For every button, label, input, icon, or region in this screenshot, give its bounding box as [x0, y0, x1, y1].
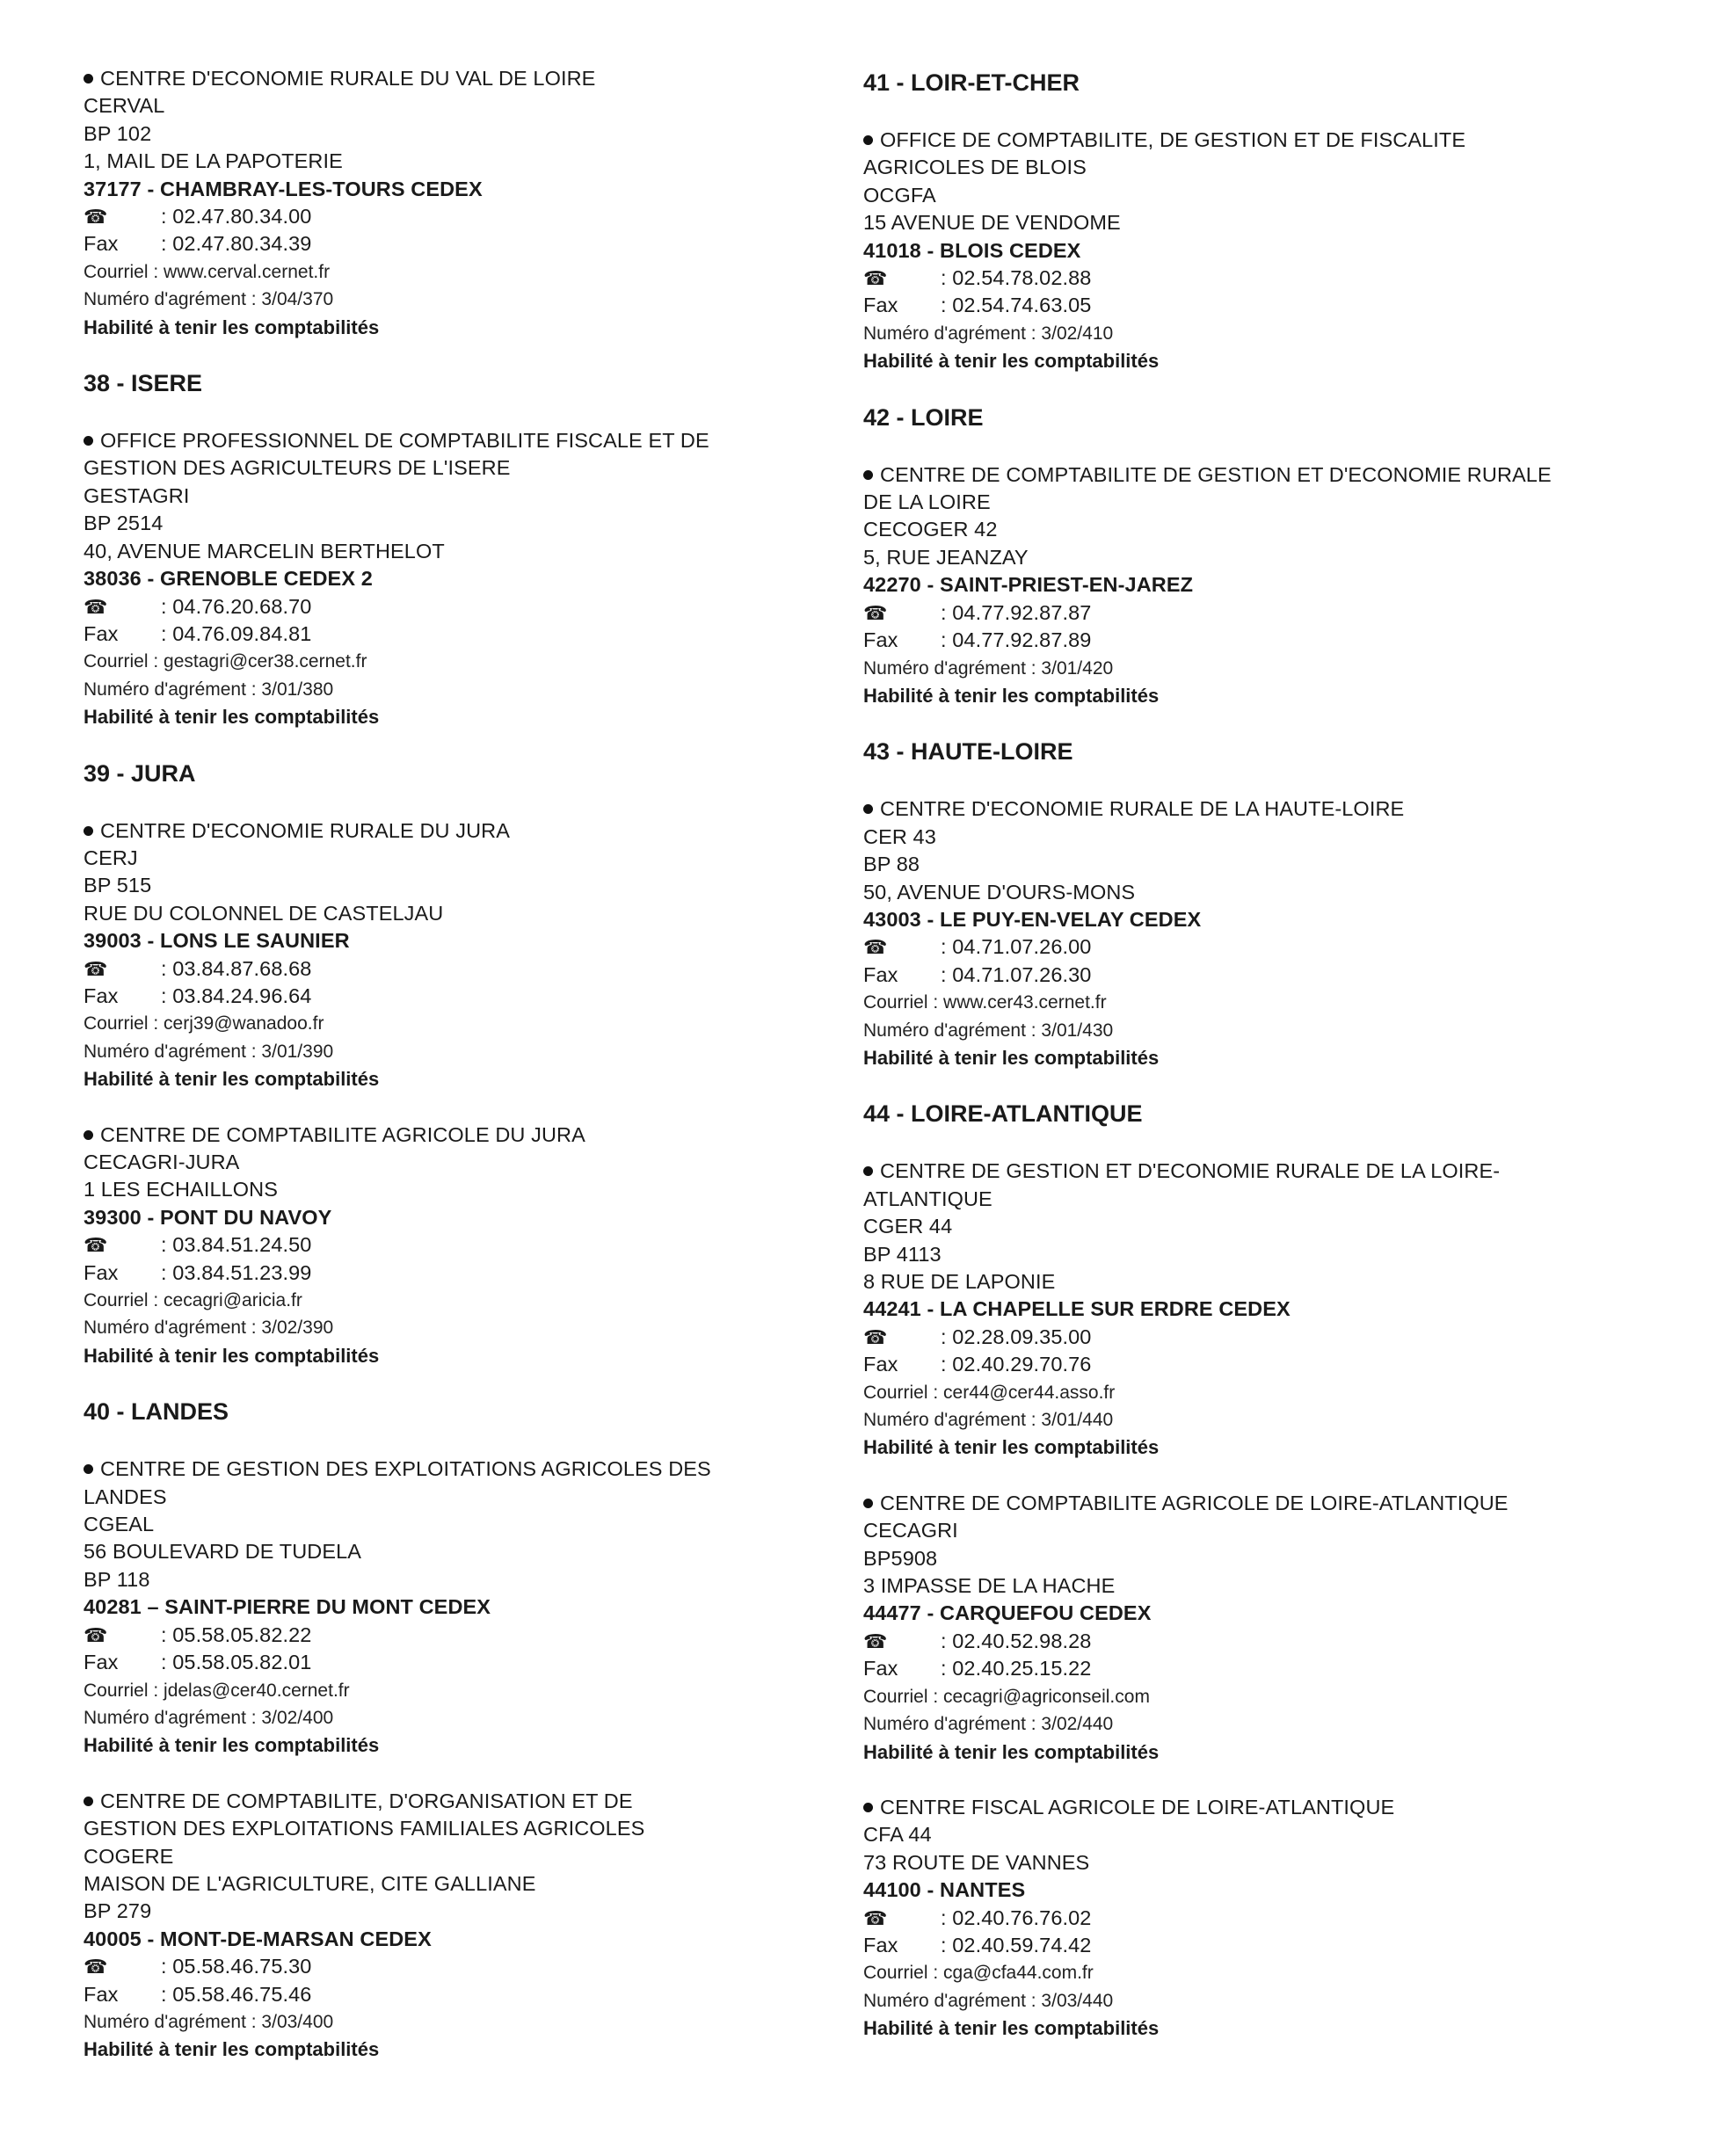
- address-line: 5, RUE JEANZAY: [863, 545, 1029, 569]
- fax-label: Fax: [863, 294, 898, 317]
- fax-line: [863, 1655, 1628, 1682]
- postal-city: 40005 - MONT-DE-MARSAN CEDEX: [84, 1927, 432, 1950]
- fax-number: : 03.84.51.23.99: [161, 1260, 312, 1284]
- address-line: 1 LES ECHAILLONS: [84, 1178, 279, 1201]
- habilitation-note: Habilité à tenir les comptabilités: [863, 2017, 1160, 2040]
- phone-number: : 05.58.05.82.22: [161, 1622, 312, 1646]
- fax-label: Fax: [84, 1260, 119, 1284]
- address-line: BP 88: [863, 853, 920, 876]
- department-heading: 38 - ISERE: [84, 370, 203, 397]
- agrement-number: Numéro d'agrément : 3/03/400: [84, 2011, 334, 2032]
- bullet-icon: [84, 436, 93, 446]
- phone-line: [84, 203, 831, 230]
- fax-line: [84, 621, 831, 648]
- address-line: 50, AVENUE D'OURS-MONS: [863, 880, 1136, 904]
- address-line: BP 4113: [863, 1242, 942, 1266]
- fax-label: Fax: [84, 1982, 119, 2006]
- address-line: BP 102: [84, 121, 152, 145]
- fax-number: : 03.84.24.96.64: [161, 984, 312, 1007]
- phone-line: [863, 1324, 1628, 1351]
- address-line: 15 AVENUE DE VENDOME: [863, 211, 1121, 235]
- agrement-number: Numéro d'agrément : 3/01/380: [84, 679, 334, 700]
- address-line: 3 IMPASSE DE LA HACHE: [863, 1574, 1116, 1598]
- phone-line: [84, 1622, 831, 1649]
- fax-label: Fax: [863, 1657, 898, 1681]
- fax-line: [84, 1649, 831, 1676]
- phone-icon: ☎: [84, 957, 108, 980]
- postal-city: 40281 – SAINT-PIERRE DU MONT CEDEX: [84, 1595, 491, 1619]
- postal-city: 39300 - PONT DU NAVOY: [84, 1205, 332, 1229]
- habilitation-note: Habilité à tenir les comptabilités: [84, 2038, 380, 2061]
- address-line: CERJ: [84, 846, 138, 869]
- organization-name: [84, 427, 716, 483]
- fax-label: Fax: [863, 1933, 898, 1956]
- organization-name-text: CENTRE D'ECONOMIE RURALE DU JURA: [100, 818, 510, 842]
- postal-city: 44241 - LA CHAPELLE SUR ERDRE CEDEX: [863, 1297, 1291, 1321]
- postal-city: 39003 - LONS LE SAUNIER: [84, 929, 350, 953]
- email-line: Courriel : cecagri@agriconseil.com: [863, 1686, 1150, 1707]
- organization-name-text: CENTRE DE GESTION DES EXPLOITATIONS AGRICOLES DES LANDES: [84, 1457, 711, 1508]
- email-line: Courriel : www.cerval.cernet.fr: [84, 261, 331, 282]
- address-line: MAISON DE L'AGRICULTURE, CITE GALLIANE: [84, 1871, 536, 1895]
- organization-name-text: OFFICE PROFESSIONNEL DE COMPTABILITE FISCALE ET DE GESTION DES AGRICULTEURS DE L'ISERE: [84, 429, 709, 480]
- fax-number: : 02.40.25.15.22: [941, 1657, 1092, 1681]
- organization-name-text: CENTRE DE COMPTABILITE AGRICOLE DU JURA: [100, 1122, 585, 1146]
- bullet-icon: [84, 1797, 93, 1806]
- address-line: CGER 44: [863, 1215, 953, 1238]
- organization-entry: [84, 1122, 831, 1370]
- phone-icon: ☎: [84, 1956, 108, 1978]
- fax-line: [863, 962, 1628, 989]
- address-line: CERVAL: [84, 94, 165, 118]
- agrement-number: Numéro d'agrément : 3/03/440: [863, 1990, 1114, 2011]
- email-line: Courriel : cga@cfa44.com.fr: [863, 1963, 1094, 1984]
- bullet-icon: [84, 1464, 93, 1474]
- fax-label: Fax: [84, 984, 119, 1007]
- organization-name: [863, 127, 1558, 182]
- organization-name: [84, 1122, 716, 1149]
- agrement-number: Numéro d'agrément : 3/01/420: [863, 657, 1114, 679]
- department-heading: 42 - LOIRE: [863, 403, 984, 431]
- address-line: COGERE: [84, 1844, 174, 1868]
- organization-name: [863, 795, 1558, 823]
- habilitation-note: Habilité à tenir les comptabilités: [863, 1740, 1160, 1763]
- postal-city: 44100 - NANTES: [863, 1878, 1026, 1902]
- agrement-number: Numéro d'agrément : 3/01/440: [863, 1410, 1114, 1431]
- habilitation-note: Habilité à tenir les comptabilités: [84, 706, 380, 729]
- fax-label: Fax: [863, 628, 898, 652]
- address-line: CGEAL: [84, 1513, 155, 1536]
- phone-icon: ☎: [863, 1325, 888, 1348]
- bullet-icon: [863, 1803, 873, 1812]
- address-line: 8 RUE DE LAPONIE: [863, 1270, 1056, 1293]
- organization-name-text: CENTRE D'ECONOMIE RURALE DU VAL DE LOIRE: [100, 67, 596, 90]
- phone-icon: ☎: [84, 1234, 108, 1257]
- habilitation-note: Habilité à tenir les comptabilités: [84, 1068, 380, 1091]
- fax-label: Fax: [84, 232, 119, 256]
- phone-icon: ☎: [863, 267, 888, 290]
- organization-entry: [863, 127, 1628, 375]
- phone-icon: ☎: [863, 1906, 888, 1929]
- phone-number: : 02.54.78.02.88: [941, 266, 1092, 290]
- organization-name: [863, 461, 1558, 517]
- organization-entry: [863, 1490, 1628, 1766]
- phone-line: [863, 1905, 1628, 1932]
- organization-name-text: OFFICE DE COMPTABILITE, DE GESTION ET DE FISCALITE AGRICOLES DE BLOIS: [863, 128, 1466, 179]
- department-heading: 39 - JURA: [84, 759, 196, 787]
- organization-entry: [863, 1794, 1628, 2043]
- organization-entry: [84, 1788, 831, 2064]
- organization-entry: [863, 795, 1628, 1071]
- organization-name: [863, 1794, 1558, 1821]
- agrement-number: Numéro d'agrément : 3/02/440: [863, 1714, 1114, 1735]
- fax-label: Fax: [863, 1353, 898, 1376]
- phone-line: [863, 1628, 1628, 1655]
- address-line: CER 43: [863, 824, 936, 848]
- fax-number: : 05.58.05.82.01: [161, 1651, 312, 1674]
- fax-number: : 02.47.80.34.39: [161, 232, 312, 256]
- postal-city: 38036 - GRENOBLE CEDEX 2: [84, 567, 373, 591]
- organization-name-text: CENTRE DE COMPTABILITE, D'ORGANISATION ET DE GESTION DES EXPLOITATIONS FAMILIALES AGRICOLES: [84, 1789, 645, 1840]
- phone-icon: ☎: [84, 595, 108, 618]
- fax-number: : 04.76.09.84.81: [161, 621, 312, 645]
- habilitation-note: Habilité à tenir les comptabilités: [84, 316, 380, 338]
- email-line: Courriel : cer44@cer44.asso.fr: [863, 1382, 1116, 1403]
- phone-line: [84, 955, 831, 983]
- address-line: 73 ROUTE DE VANNES: [863, 1850, 1090, 1874]
- fax-line: [84, 1981, 831, 2008]
- fax-line: [863, 1351, 1628, 1378]
- address-line: BP 515: [84, 874, 152, 897]
- bullet-icon: [863, 804, 873, 814]
- fax-number: : 04.71.07.26.30: [941, 962, 1092, 986]
- email-line: Courriel : www.cer43.cernet.fr: [863, 992, 1107, 1013]
- agrement-number: Numéro d'agrément : 3/02/390: [84, 1318, 334, 1339]
- habilitation-note: Habilité à tenir les comptabilités: [863, 1436, 1160, 1459]
- email-line: Courriel : gestagri@cer38.cernet.fr: [84, 651, 367, 672]
- address-line: 1, MAIL DE LA PAPOTERIE: [84, 149, 343, 173]
- email-line: Courriel : cerj39@wanadoo.fr: [84, 1013, 324, 1034]
- postal-city: 41018 - BLOIS CEDEX: [863, 238, 1081, 262]
- address-line: CECAGRI: [863, 1519, 958, 1543]
- phone-line: [863, 933, 1628, 961]
- agrement-number: Numéro d'agrément : 3/02/400: [84, 1707, 334, 1728]
- phone-number: : 04.76.20.68.70: [161, 594, 312, 618]
- organization-entry: [84, 65, 831, 341]
- phone-number: : 02.40.76.76.02: [941, 1906, 1092, 1929]
- habilitation-note: Habilité à tenir les comptabilités: [863, 684, 1160, 707]
- phone-number: : 03.84.87.68.68: [161, 956, 312, 980]
- address-line: BP 118: [84, 1567, 150, 1591]
- organization-entry: [84, 817, 831, 1093]
- address-line: BP 2514: [84, 512, 164, 535]
- phone-number: : 02.47.80.34.00: [161, 205, 312, 229]
- habilitation-note: Habilité à tenir les comptabilités: [84, 1734, 380, 1757]
- phone-number: : 04.71.07.26.00: [941, 935, 1092, 959]
- organization-name-text: CENTRE DE COMPTABILITE DE GESTION ET D'ECONOMIE RURALE DE LA LOIRE: [863, 462, 1552, 514]
- fax-number: : 05.58.46.75.46: [161, 1982, 312, 2006]
- bullet-icon: [84, 74, 93, 83]
- address-line: BP 279: [84, 1899, 152, 1923]
- fax-number: : 02.40.29.70.76: [941, 1353, 1092, 1376]
- phone-icon: ☎: [863, 601, 888, 624]
- bullet-icon: [84, 826, 93, 836]
- organization-name-text: CENTRE D'ECONOMIE RURALE DE LA HAUTE-LOIRE: [880, 797, 1405, 821]
- phone-icon: ☎: [863, 1630, 888, 1652]
- postal-city: 42270 - SAINT-PRIEST-EN-JAREZ: [863, 573, 1194, 597]
- organization-name-text: CENTRE FISCAL AGRICOLE DE LOIRE-ATLANTIQUE: [880, 1795, 1395, 1818]
- phone-number: : 04.77.92.87.87: [941, 600, 1092, 624]
- fax-number: : 04.77.92.87.89: [941, 628, 1092, 652]
- organization-name-text: CENTRE DE COMPTABILITE AGRICOLE DE LOIRE-ATLANTIQUE: [880, 1491, 1509, 1514]
- bullet-icon: [863, 1166, 873, 1176]
- agrement-number: Numéro d'agrément : 3/02/410: [863, 323, 1114, 344]
- organization-entry: [84, 427, 831, 730]
- address-line: GESTAGRI: [84, 483, 190, 507]
- department-heading: 41 - LOIR-ET-CHER: [863, 69, 1080, 96]
- address-line: CECAGRI-JURA: [84, 1151, 240, 1173]
- bullet-icon: [84, 1130, 93, 1140]
- email-line: Courriel : jdelas@cer40.cernet.fr: [84, 1680, 350, 1701]
- organization-entry: [863, 461, 1628, 710]
- organization-name: [863, 1490, 1558, 1517]
- right-column: [863, 63, 1628, 2071]
- habilitation-note: Habilité à tenir les comptabilités: [84, 1344, 380, 1367]
- organization-entry: [84, 1455, 831, 1759]
- fax-line: [863, 1932, 1628, 1959]
- habilitation-note: Habilité à tenir les comptabilités: [863, 1046, 1160, 1069]
- organization-name: [863, 1158, 1558, 1213]
- fax-label: Fax: [863, 962, 898, 986]
- fax-line: [863, 292, 1628, 319]
- phone-icon: ☎: [84, 206, 108, 229]
- postal-city: 43003 - LE PUY-EN-VELAY CEDEX: [863, 907, 1202, 931]
- agrement-number: Numéro d'agrément : 3/01/390: [84, 1041, 334, 1062]
- fax-line: [84, 230, 831, 258]
- phone-line: [84, 1231, 831, 1259]
- phone-line: [84, 593, 831, 621]
- phone-icon: ☎: [863, 936, 888, 959]
- department-heading: 44 - LOIRE-ATLANTIQUE: [863, 1100, 1143, 1128]
- department-heading: 43 - HAUTE-LOIRE: [863, 738, 1073, 766]
- address-line: 40, AVENUE MARCELIN BERTHELOT: [84, 539, 445, 563]
- postal-city: 44477 - CARQUEFOU CEDEX: [863, 1601, 1152, 1625]
- fax-label: Fax: [84, 621, 119, 645]
- phone-number: : 02.28.09.35.00: [941, 1325, 1092, 1348]
- organization-name: [84, 65, 716, 92]
- habilitation-note: Habilité à tenir les comptabilités: [863, 350, 1160, 373]
- address-line: 56 BOULEVARD DE TUDELA: [84, 1540, 362, 1564]
- bullet-icon: [863, 470, 873, 480]
- email-line: Courriel : cecagri@aricia.fr: [84, 1290, 302, 1311]
- organization-name: [84, 1788, 716, 1843]
- address-line: OCGFA: [863, 183, 936, 207]
- agrement-number: Numéro d'agrément : 3/04/370: [84, 289, 334, 310]
- agrement-number: Numéro d'agrément : 3/01/430: [863, 1020, 1114, 1041]
- phone-number: : 03.84.51.24.50: [161, 1233, 312, 1257]
- phone-icon: ☎: [84, 1623, 108, 1646]
- phone-line: [84, 1953, 831, 1980]
- department-heading: 40 - LANDES: [84, 1398, 229, 1426]
- postal-city: 37177 - CHAMBRAY-LES-TOURS CEDEX: [84, 177, 483, 200]
- address-line: BP5908: [863, 1546, 938, 1570]
- organization-name: [84, 1455, 716, 1511]
- organization-name: [84, 817, 716, 845]
- fax-label: Fax: [84, 1651, 119, 1674]
- fax-line: [84, 983, 831, 1010]
- left-column: [84, 65, 831, 2092]
- address-line: CECOGER 42: [863, 518, 998, 541]
- fax-line: [863, 627, 1628, 654]
- organization-name-text: CENTRE DE GESTION ET D'ECONOMIE RURALE DE LA LOIRE-ATLANTIQUE: [863, 1159, 1501, 1210]
- phone-number: : 02.40.52.98.28: [941, 1629, 1092, 1652]
- fax-number: : 02.40.59.74.42: [941, 1933, 1092, 1956]
- phone-line: [863, 599, 1628, 627]
- fax-number: : 02.54.74.63.05: [941, 294, 1092, 317]
- bullet-icon: [863, 135, 873, 145]
- bullet-icon: [863, 1499, 873, 1508]
- address-line: RUE DU COLONNEL DE CASTELJAU: [84, 901, 444, 925]
- phone-number: : 05.58.46.75.30: [161, 1955, 312, 1978]
- organization-entry: [863, 1158, 1628, 1461]
- fax-line: [84, 1259, 831, 1287]
- phone-line: [863, 265, 1628, 292]
- address-line: CFA 44: [863, 1823, 932, 1847]
